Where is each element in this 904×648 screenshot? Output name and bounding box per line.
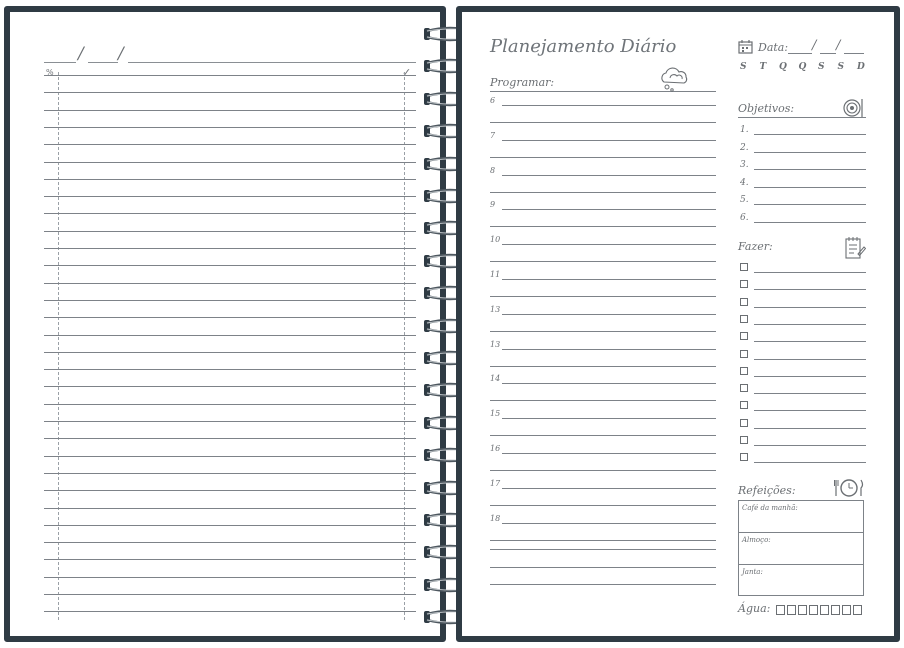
notepad-icon [844,236,866,260]
date-year-line [844,53,864,54]
hour-line [502,488,716,489]
cutlery-clock-icon [834,478,864,498]
todo-line[interactable] [754,376,866,377]
todo-checkbox[interactable] [740,280,748,288]
meal-dinner-label: Janta: [742,568,763,576]
left-page [4,6,446,642]
hour-label: 14 [490,374,501,384]
ruled-line [44,438,416,439]
meal-lunch-label: Almoço: [742,536,771,544]
todo-line[interactable] [754,410,866,411]
half-hour-line [490,470,716,471]
water-label: Água: [738,602,771,615]
objective-line[interactable] [754,204,866,205]
spiral-ring [424,447,460,463]
ruled-line [44,490,416,491]
date-month-line [820,53,836,54]
ruled-line [44,162,416,163]
ruled-line [44,213,416,214]
todo-checkbox[interactable] [740,384,748,392]
date-slash-1: / [812,38,817,53]
half-hour-line [490,540,716,541]
ruled-line [44,542,416,543]
half-hour-line [490,122,716,123]
hour-line [502,209,716,210]
water-cup-checkbox[interactable] [809,605,818,615]
ruled-line [44,127,416,128]
extra-line [490,549,716,550]
ruled-line [44,92,416,93]
half-hour-line [490,192,716,193]
ruled-line [44,352,416,353]
weekday-letter: T [759,62,767,72]
half-hour-line [490,331,716,332]
ruled-line [44,248,416,249]
todo-line[interactable] [754,341,866,342]
ruled-line [44,611,416,612]
hour-line [502,314,716,315]
hour-label: 13 [490,304,501,314]
corner-mark-left: % [46,68,54,77]
hour-label: 18 [490,513,501,523]
objective-number: 4. [740,177,749,188]
date-label: Data: [758,41,789,54]
hour-label: 8 [490,165,496,175]
todo-checkbox[interactable] [740,453,748,461]
todo-line[interactable] [754,272,866,273]
hour-line [502,523,716,524]
todo-line[interactable] [754,445,866,446]
objective-number: 3. [740,160,749,170]
ruled-line [44,265,416,266]
half-hour-line [490,400,716,401]
todo-checkbox[interactable] [740,350,748,358]
ruled-line [44,508,416,509]
hour-label: 16 [490,444,501,453]
meals-divider-1 [739,532,863,533]
ruled-line [44,196,416,197]
todo-checkbox[interactable] [740,436,748,444]
weekday-letter: Q [798,62,807,72]
ruled-line [44,577,416,578]
water-cup-checkbox[interactable] [776,605,785,615]
spiral-ring [424,318,460,334]
ruled-line [44,110,416,111]
ruled-line [44,179,416,180]
half-hour-line [490,157,716,158]
objective-number: 5. [740,195,749,205]
right-page [456,6,900,642]
spiral-ring [424,123,460,139]
spiral-ring [424,512,460,528]
date-year-line [128,62,416,63]
spiral-ring [424,26,460,42]
todo-checkbox[interactable] [740,419,748,427]
date-slash-2: / [836,38,841,53]
cloud-icon [658,66,692,92]
hour-line [502,140,716,141]
ruled-line [44,317,416,318]
todo-checkbox[interactable] [740,315,748,323]
half-hour-line [490,366,716,367]
page-title: Planejamento Diário [490,36,677,57]
hour-label: 17 [490,478,501,488]
todo-checkbox[interactable] [740,367,748,375]
water-cup-checkbox[interactable] [820,605,829,615]
half-hour-line [490,296,716,297]
ruled-line [44,75,416,76]
spiral-ring [424,285,460,301]
spiral-ring [424,609,460,625]
water-cup-checkbox[interactable] [842,605,851,615]
spiral-ring [424,220,460,236]
water-cup-checkbox[interactable] [831,605,840,615]
objective-line[interactable] [754,134,866,135]
weekday-letter: D [857,62,865,72]
water-cup-checkbox[interactable] [853,605,862,615]
hour-label: 15 [490,409,501,419]
objective-number: 2. [740,142,749,153]
ruled-line [44,594,416,595]
spiral-ring [424,91,460,107]
date-month-line [88,62,118,63]
ruled-line [44,335,416,336]
date-slash-1: / [78,44,84,64]
ruled-line [44,369,416,370]
hour-label: 6 [490,96,496,105]
todo-checkbox[interactable] [740,401,748,409]
hour-line [502,279,716,280]
todo-label: Fazer: [738,240,773,253]
todo-checkbox[interactable] [740,263,748,271]
spiral-ring [424,415,460,431]
hour-label: 7 [490,130,496,140]
hour-line [502,175,716,176]
schedule-label: Programar: [490,76,555,89]
half-hour-line [490,226,716,227]
weekday-letter: S [818,62,825,72]
todo-checkbox[interactable] [740,298,748,306]
target-icon [842,98,864,118]
hour-line [502,453,716,454]
spiral-ring [424,350,460,366]
todo-line[interactable] [754,307,866,308]
spiral-ring [424,58,460,74]
todo-checkbox[interactable] [740,332,748,340]
hour-line [502,418,716,419]
todo-line[interactable] [754,289,866,290]
water-cup-checkbox[interactable] [787,605,796,615]
objective-line[interactable] [754,222,866,223]
spiral-ring [424,480,460,496]
half-hour-line [490,435,716,436]
meals-label: Refeições: [738,484,796,497]
half-hour-line [490,505,716,506]
hour-label: 13 [490,339,501,349]
extra-line [490,567,716,568]
extra-line [490,584,716,585]
meal-breakfast-label: Café da manhã: [742,504,798,512]
weekday-letter: S [837,62,844,72]
hour-line [502,383,716,384]
hour-line [502,349,716,350]
spiral-ring [424,253,460,269]
objective-number: 6. [740,212,749,223]
meals-divider-2 [739,564,863,565]
date-day-line [788,53,812,54]
ruled-line [44,525,416,526]
date-slash-2: / [118,44,124,64]
hour-line [502,244,716,245]
ruled-line [44,456,416,457]
half-hour-line [490,261,716,262]
objective-line[interactable] [754,169,866,170]
spiral-ring [424,156,460,172]
spiral-ring [424,577,460,593]
spiral-ring [424,382,460,398]
date-day-line [44,62,76,63]
ruled-line [44,559,416,560]
weekday-letter: S [740,62,747,72]
hour-label: 11 [490,270,501,279]
todo-line[interactable] [754,462,866,463]
spiral-ring [424,544,460,560]
ruled-line [44,386,416,387]
todo-line[interactable] [754,324,866,325]
ruled-line [44,144,416,145]
right-margin-line [404,72,405,620]
spiral-ring [424,188,460,204]
calendar-icon [738,40,754,54]
left-margin-line [58,72,59,620]
todo-line[interactable] [754,393,866,394]
hour-label: 10 [490,235,501,245]
objective-line[interactable] [754,187,866,188]
ruled-line [44,300,416,301]
todo-line[interactable] [754,359,866,360]
hour-label: 9 [490,200,496,210]
hour-line [502,105,716,106]
ruled-line [44,283,416,284]
check-mark: ✓ [402,66,412,79]
water-cup-checkbox[interactable] [798,605,807,615]
weekday-letter: Q [779,62,787,72]
ruled-line [44,473,416,474]
objective-line[interactable] [754,152,866,153]
objective-number: 1. [740,125,749,135]
ruled-line [44,231,416,232]
ruled-line [44,404,416,405]
todo-line[interactable] [754,428,866,429]
meals-table [738,500,864,596]
ruled-line [44,421,416,422]
objectives-label: Objetivos: [738,102,795,115]
